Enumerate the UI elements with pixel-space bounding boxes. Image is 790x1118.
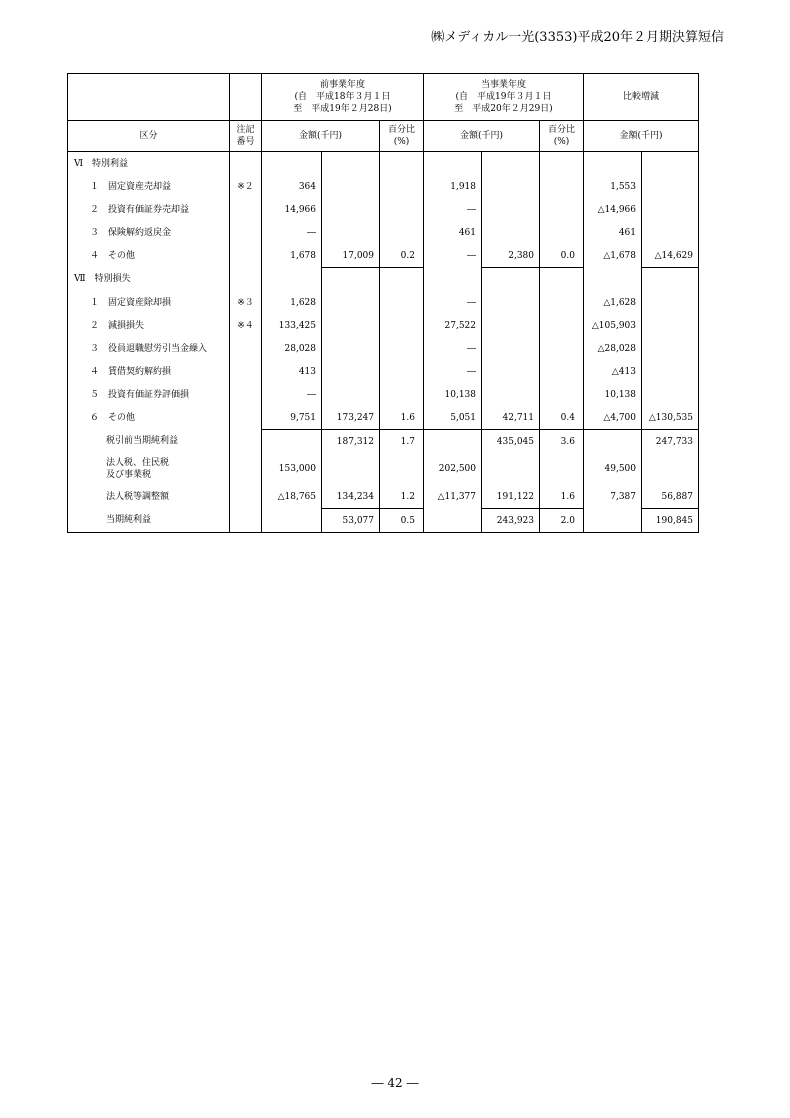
prev-percent: 1.7: [380, 430, 424, 454]
curr-amount: 10,138: [424, 383, 482, 406]
diff-subtotal: [642, 337, 699, 360]
row-label: [68, 268, 230, 292]
note-ref: ※３: [230, 291, 262, 314]
curr-amount: ―: [424, 337, 482, 360]
table-row: [68, 453, 699, 485]
table-row: [68, 430, 699, 454]
note-ref: [230, 453, 262, 485]
row-label-text-2: 及び事業税: [106, 470, 152, 480]
prev-percent: [380, 360, 424, 383]
curr-amount: 1,918: [424, 175, 482, 198]
diff-subtotal: [642, 268, 699, 292]
note-header-line2: 番号: [236, 137, 255, 147]
prev-amount: [262, 430, 322, 454]
prev-percent: 1.6: [380, 406, 424, 430]
curr-amount: 5,051: [424, 406, 482, 430]
prev-percent: [380, 337, 424, 360]
prev-subtotal: 187,312: [322, 430, 380, 454]
curr-percent: 0.0: [540, 244, 584, 268]
curr-percent: [540, 314, 584, 337]
diff-amount: △1,628: [584, 291, 642, 314]
prev-amount: [262, 268, 322, 292]
percent-header-line2: (%): [553, 137, 570, 147]
row-label-text: ６ その他: [90, 412, 136, 423]
prev-percent: [380, 198, 424, 221]
table-row: [68, 314, 699, 337]
prev-percent: 1.2: [380, 485, 424, 509]
row-label-text: ４ その他: [90, 250, 136, 261]
note-ref: [230, 360, 262, 383]
prev-amount: ―: [262, 383, 322, 406]
curr-amount: [424, 268, 482, 292]
prev-amount: 1,678: [262, 244, 322, 268]
row-label: [68, 360, 230, 383]
prev-subtotal: [322, 152, 380, 176]
prev-amount: 364: [262, 175, 322, 198]
diff-subtotal: [642, 198, 699, 221]
note-header-line1: 注記: [236, 125, 255, 135]
row-label-text: １ 固定資産売却益: [90, 181, 172, 192]
prev-percent: [380, 175, 424, 198]
prev-percent: [380, 152, 424, 176]
prev-subtotal: [322, 314, 380, 337]
row-label-text: Ⅶ 特別損失: [74, 274, 131, 285]
table-row: [68, 406, 699, 430]
curr-percent-header: [540, 121, 584, 152]
table-row: [68, 291, 699, 314]
diff-amount: △28,028: [584, 337, 642, 360]
prev-subtotal: [322, 337, 380, 360]
diff-amount: [584, 430, 642, 454]
diff-amount: 10,138: [584, 383, 642, 406]
prev-subtotal: [322, 383, 380, 406]
table-row: [68, 360, 699, 383]
prev-amount: 1,628: [262, 291, 322, 314]
prev-subtotal: [322, 221, 380, 244]
curr-amount: ―: [424, 244, 482, 268]
diff-amount: [584, 268, 642, 292]
curr-amount: △11,377: [424, 485, 482, 509]
prev-percent: [380, 291, 424, 314]
table-body: [68, 152, 699, 533]
row-label: [68, 198, 230, 221]
curr-amount: ―: [424, 360, 482, 383]
prev-subtotal: [322, 175, 380, 198]
curr-subtotal: [482, 453, 540, 485]
diff-amount: [584, 509, 642, 533]
note-header: [230, 121, 262, 152]
diff-amount: 49,500: [584, 453, 642, 485]
income-statement-table: [67, 73, 699, 533]
prev-amount: ―: [262, 221, 322, 244]
curr-percent: 2.0: [540, 509, 584, 533]
table-row: [68, 268, 699, 292]
curr-percent: [540, 360, 584, 383]
prev-amount: 14,966: [262, 198, 322, 221]
row-label: [68, 406, 230, 430]
curr-amount: [424, 509, 482, 533]
header-blank-cell: [68, 74, 230, 121]
note-ref: [230, 509, 262, 533]
prev-percent-header: [380, 121, 424, 152]
diff-subtotal: [642, 314, 699, 337]
row-label: [68, 453, 230, 485]
curr-year-to: 至 平成20年２月29日): [454, 104, 553, 114]
diff-amount: △4,700: [584, 406, 642, 430]
prev-subtotal: [322, 198, 380, 221]
prev-year-title: 前事業年度: [319, 80, 365, 90]
diff-amount: △1,678: [584, 244, 642, 268]
curr-percent: 1.6: [540, 485, 584, 509]
prev-amount: 9,751: [262, 406, 322, 430]
prev-subtotal: [322, 453, 380, 485]
diff-amount-header: 金額(千円): [584, 121, 699, 152]
curr-subtotal: [482, 383, 540, 406]
curr-year-header: [424, 74, 584, 121]
page-number: ― 42 ―: [371, 1076, 419, 1090]
curr-percent: [540, 453, 584, 485]
prev-percent: 0.2: [380, 244, 424, 268]
prev-year-from: (自 平成18年３月１日: [294, 92, 391, 102]
curr-amount: [424, 152, 482, 176]
curr-subtotal: 243,923: [482, 509, 540, 533]
note-ref: ※２: [230, 175, 262, 198]
row-label: [68, 314, 230, 337]
row-label: [68, 430, 230, 454]
diff-subtotal: [642, 175, 699, 198]
curr-subtotal: [482, 360, 540, 383]
prev-amount: △18,765: [262, 485, 322, 509]
prev-amount: 28,028: [262, 337, 322, 360]
category-header: 区分: [68, 121, 230, 152]
prev-subtotal: 173,247: [322, 406, 380, 430]
curr-percent: [540, 198, 584, 221]
diff-amount: 7,387: [584, 485, 642, 509]
prev-amount-header: 金額(千円): [262, 121, 380, 152]
page-header: ㈱メディカル一光(3353)平成20年２月期決算短信: [431, 30, 724, 45]
comparison-header: 比較増減: [584, 74, 699, 121]
diff-subtotal: [642, 152, 699, 176]
row-label-text: ３ 保険解約返戻金: [90, 227, 172, 238]
curr-subtotal: [482, 152, 540, 176]
row-label-text: 法人税、住民税: [106, 458, 170, 468]
prev-amount: [262, 152, 322, 176]
curr-subtotal: 191,122: [482, 485, 540, 509]
row-label-text: Ⅵ 特別利益: [74, 158, 129, 169]
curr-percent: 0.4: [540, 406, 584, 430]
prev-amount: 133,425: [262, 314, 322, 337]
prev-amount: 413: [262, 360, 322, 383]
table-row: [68, 383, 699, 406]
diff-subtotal: 247,733: [642, 430, 699, 454]
diff-subtotal: 56,887: [642, 485, 699, 509]
curr-amount-header: 金額(千円): [424, 121, 540, 152]
percent-header-line2: (%): [393, 137, 410, 147]
diff-subtotal: △14,629: [642, 244, 699, 268]
curr-amount: 461: [424, 221, 482, 244]
diff-amount: △413: [584, 360, 642, 383]
diff-subtotal: [642, 453, 699, 485]
curr-subtotal: 42,711: [482, 406, 540, 430]
note-ref: [230, 244, 262, 268]
curr-subtotal: 2,380: [482, 244, 540, 268]
prev-amount: [262, 509, 322, 533]
curr-percent: [540, 337, 584, 360]
note-ref: [230, 430, 262, 454]
note-ref: [230, 383, 262, 406]
curr-amount: [424, 430, 482, 454]
curr-subtotal: [482, 268, 540, 292]
prev-subtotal: 17,009: [322, 244, 380, 268]
note-ref: [230, 268, 262, 292]
curr-subtotal: [482, 221, 540, 244]
diff-amount: [584, 152, 642, 176]
row-label-text: ２ 投資有価証券売却益: [90, 204, 190, 215]
curr-percent: [540, 291, 584, 314]
row-label-text: ２ 減損損失: [90, 320, 145, 331]
curr-amount: ―: [424, 291, 482, 314]
prev-year-to: 至 平成19年２月28日): [293, 104, 392, 114]
prev-subtotal: 53,077: [322, 509, 380, 533]
row-label-text: 法人税等調整額: [106, 491, 170, 502]
curr-percent: [540, 268, 584, 292]
row-label: [68, 221, 230, 244]
table-row: [68, 152, 699, 176]
curr-percent: [540, 383, 584, 406]
row-label-text: 税引前当期純利益: [106, 436, 179, 447]
curr-subtotal: [482, 198, 540, 221]
diff-subtotal: △130,535: [642, 406, 699, 430]
curr-subtotal: [482, 291, 540, 314]
curr-percent: [540, 221, 584, 244]
table-row: [68, 221, 699, 244]
diff-subtotal: [642, 221, 699, 244]
row-label-text: 当期純利益: [106, 515, 152, 526]
curr-year-from: (自 平成19年３月１日: [455, 92, 552, 102]
curr-percent: [540, 175, 584, 198]
row-label-text: １ 固定資産除却損: [90, 297, 172, 308]
prev-year-header: [262, 74, 424, 121]
note-ref: [230, 337, 262, 360]
table-row: [68, 509, 699, 533]
row-label: [68, 152, 230, 176]
curr-percent: [540, 152, 584, 176]
percent-header-line1: 百分比: [387, 125, 415, 135]
curr-subtotal: [482, 314, 540, 337]
curr-subtotal: 435,045: [482, 430, 540, 454]
header-row-columns: [68, 121, 699, 152]
prev-amount: 153,000: [262, 453, 322, 485]
curr-amount: 27,522: [424, 314, 482, 337]
header-row-periods: [68, 74, 699, 121]
table-row: [68, 198, 699, 221]
diff-amount: 461: [584, 221, 642, 244]
prev-percent: [380, 383, 424, 406]
note-ref: [230, 221, 262, 244]
prev-percent: [380, 314, 424, 337]
table-row: [68, 175, 699, 198]
curr-subtotal: [482, 175, 540, 198]
diff-subtotal: [642, 291, 699, 314]
table-row: [68, 244, 699, 268]
diff-subtotal: [642, 383, 699, 406]
row-label: [68, 244, 230, 268]
diff-amount: 1,553: [584, 175, 642, 198]
note-ref: [230, 198, 262, 221]
curr-year-title: 当事業年度: [480, 80, 526, 90]
row-label: [68, 337, 230, 360]
prev-percent: 0.5: [380, 509, 424, 533]
diff-amount: △14,966: [584, 198, 642, 221]
header-blank-cell: [230, 74, 262, 121]
diff-subtotal: [642, 360, 699, 383]
row-label: [68, 509, 230, 533]
note-ref: [230, 406, 262, 430]
note-ref: [230, 152, 262, 176]
prev-subtotal: 134,234: [322, 485, 380, 509]
prev-percent: [380, 268, 424, 292]
diff-subtotal: 190,845: [642, 509, 699, 533]
curr-subtotal: [482, 337, 540, 360]
curr-percent: 3.6: [540, 430, 584, 454]
percent-header-line1: 百分比: [547, 125, 575, 135]
row-label-text: ３ 役員退職慰労引当金繰入: [90, 343, 208, 354]
prev-percent: [380, 453, 424, 485]
prev-subtotal: [322, 291, 380, 314]
row-label: [68, 485, 230, 509]
row-label-text: ５ 投資有価証券評価損: [90, 389, 190, 400]
curr-amount: 202,500: [424, 453, 482, 485]
row-label: [68, 175, 230, 198]
row-label: [68, 383, 230, 406]
row-label-text: ４ 賃借契約解約損: [90, 366, 172, 377]
prev-subtotal: [322, 268, 380, 292]
table-row: [68, 337, 699, 360]
row-label: [68, 291, 230, 314]
prev-percent: [380, 221, 424, 244]
table-row: [68, 485, 699, 509]
diff-amount: △105,903: [584, 314, 642, 337]
prev-subtotal: [322, 360, 380, 383]
curr-amount: ―: [424, 198, 482, 221]
note-ref: [230, 485, 262, 509]
note-ref: ※４: [230, 314, 262, 337]
